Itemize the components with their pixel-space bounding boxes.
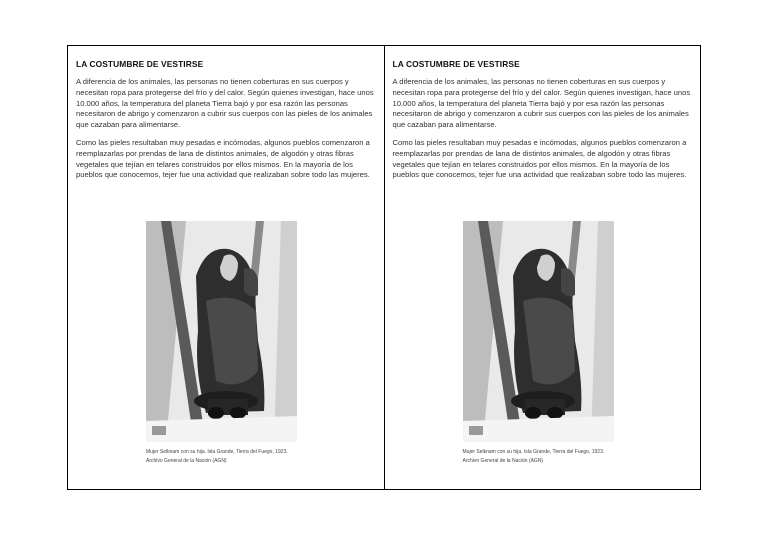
document-sheet: [67, 45, 701, 490]
historical-photo: [463, 221, 614, 442]
caption-line-1: Mujer Selknam con su hija. Isla Grande, Tierra del Fuego, 1923.: [146, 449, 288, 455]
historical-photo: [146, 221, 297, 442]
caption-line-2: Archivo General de la Nación (AGN): [146, 457, 227, 464]
section-title: LA COSTUMBRE DE VESTIRSE: [76, 59, 204, 69]
paragraph-2: Como las pieles resultaban muy pesadas e incómodas, algunos pueblos comenzaron a reemplazarlas por prendas de lana de distintos animales, de algodón y otras fibras vegetales que tejían en telares construidos por ellos mismos. En la mayoría de los pueblos que conocemos, tejer fue una actividad que realizaban sobre todo las mujeres.: [392, 137, 687, 180]
photo-caption: [463, 448, 663, 465]
caption-line-1: Mujer Selknam con su hija. Isla Grande, Tierra del Fuego, 1923.: [462, 449, 605, 455]
page-right: [384, 46, 701, 489]
page-left: [68, 46, 384, 489]
section-title: LA COSTUMBRE DE VESTIRSE: [392, 59, 520, 69]
paragraph-1: A diferencia de los animales, las personas no tienen coberturas en sus cuerpos y necesitan ropa para protegerse del frío y del calor. Según quienes investigan, hace unos 10.000 años, la temperatura del planeta Tierra bajó y por esa razón las personas necesitaron de abrigo y comenzaron a cubrir sus cuerpos con las pieles de los animales que cazaban para alimentarse.: [392, 77, 691, 130]
photo-caption: [146, 448, 346, 465]
caption-line-2: Archivo General de la Nación (AGN): [462, 457, 544, 464]
paragraph-1: A diferencia de los animales, las personas no tienen coberturas en sus cuerpos y necesitan ropa para protegerse del frío y del calor. Según quienes investigan, hace unos 10.000 años, la temperatura del planeta Tierra bajó y por esa razón las personas necesitaron de abrigo y comenzaron a cubrir sus cuerpos con las pieles de los animales que cazaban para alimentarse.: [76, 77, 374, 130]
paragraph-2: Como las pieles resultaban muy pesadas e incómodas, algunos pueblos comenzaron a reemplazarlas por prendas de lana de distintos animales, de algodón y otras fibras vegetales que tejían en telares construidos por ellos mismos. En la mayoría de los pueblos que conocemos, tejer fue una actividad que realizaban sobre todo las mujeres.: [76, 137, 370, 180]
